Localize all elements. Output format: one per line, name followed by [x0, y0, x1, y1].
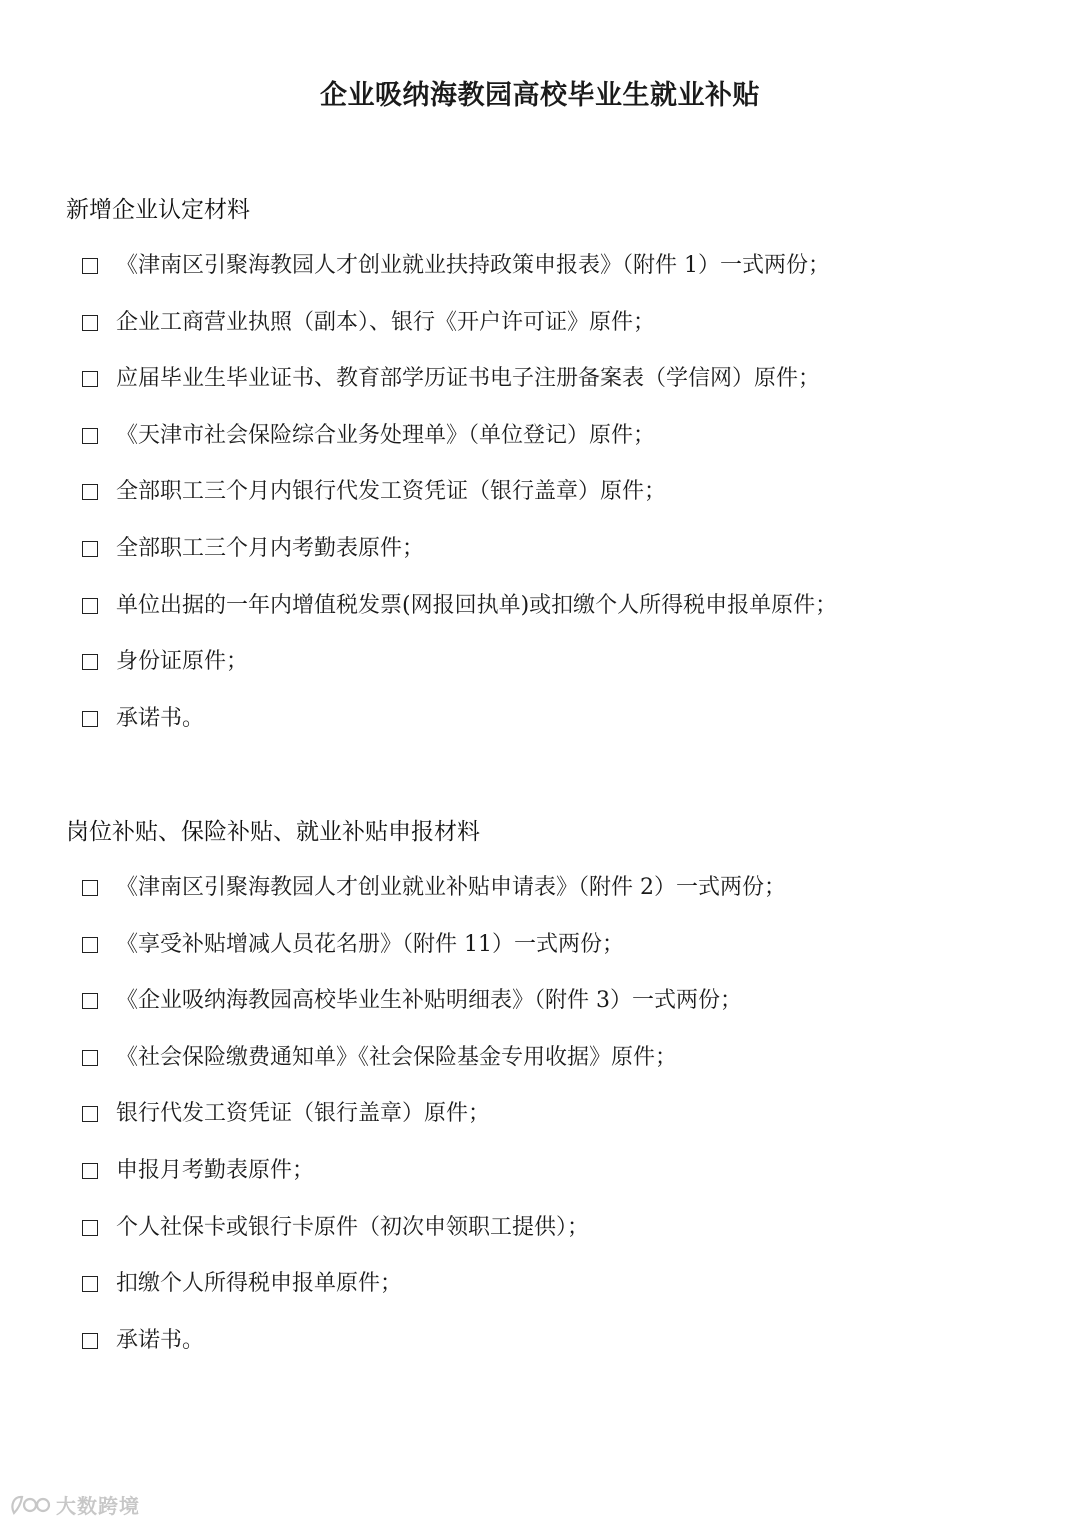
checkbox[interactable] — [82, 371, 98, 387]
checklist-item-text: 《企业吸纳海教园高校毕业生补贴明细表》（附件 3）一式两份； — [116, 988, 742, 1014]
checklist-item — [66, 588, 1026, 624]
checkbox[interactable] — [82, 711, 98, 727]
checkbox[interactable] — [82, 1220, 98, 1236]
checklist-item — [66, 248, 1026, 284]
checklist-item-text: 《津南区引聚海教园人才创业就业补贴申请表》（附件 2）一式两份； — [116, 875, 786, 900]
checklist-item-text: 企业工商营业执照（副本）、银行《开户许可证》原件； — [116, 309, 656, 335]
checkbox[interactable] — [82, 1333, 98, 1349]
checklist-item-text: 申报月考勤表原件； — [116, 1157, 315, 1183]
brand-logo-icon — [8, 1491, 52, 1519]
checklist-item-text: 全部职工三个月内银行代发工资凭证（银行盖章）原件； — [116, 479, 667, 505]
checklist-item-text: 承诺书。 — [116, 705, 205, 731]
checkbox[interactable] — [82, 484, 98, 500]
checkbox[interactable] — [82, 937, 98, 953]
checklist-item — [66, 418, 1026, 454]
page-title: 企业吸纳海教园高校毕业生就业补贴 — [320, 80, 760, 111]
section-subsidy-application-materials — [66, 814, 1026, 1379]
checklist-item — [66, 1153, 1026, 1189]
checklist-item — [66, 1096, 1026, 1132]
checkbox[interactable] — [82, 258, 98, 274]
checklist-item-text: 《天津市社会保险综合业务处理单》（单位登记）原件； — [116, 422, 656, 448]
checkbox[interactable] — [82, 541, 98, 557]
checkbox[interactable] — [82, 315, 98, 331]
checklist-item — [66, 927, 1026, 963]
checklist-item-text: 《社会保险缴费通知单》《社会保险基金专用收据》原件； — [116, 1044, 678, 1070]
checkbox[interactable] — [82, 598, 98, 614]
checkbox[interactable] — [82, 654, 98, 670]
checklist-item — [66, 701, 1026, 737]
checkbox[interactable] — [82, 1106, 98, 1122]
checklist-item — [66, 1040, 1026, 1076]
checkbox[interactable] — [82, 1163, 98, 1179]
checklist-item-text: 身份证原件； — [116, 649, 249, 675]
checklist-item — [66, 1323, 1026, 1359]
checklist-item-text: 应届毕业生毕业证书、教育部学历证书电子注册备案表（学信网）原件； — [116, 366, 821, 392]
checklist-item — [66, 1266, 1026, 1302]
section-new-enterprise-materials — [66, 192, 1026, 757]
checkbox[interactable] — [82, 1276, 98, 1292]
checklist-item-text: 个人社保卡或银行卡原件（初次申领职工提供）； — [116, 1214, 590, 1240]
checklist-item — [66, 361, 1026, 397]
checklist-item — [66, 1210, 1026, 1246]
checkbox[interactable] — [82, 428, 98, 444]
section-heading: 岗位补贴、保险补贴、就业补贴申报材料 — [66, 819, 480, 845]
checklist-item-text: 承诺书。 — [116, 1327, 205, 1353]
checklist-item-text: 《津南区引聚海教园人才创业就业扶持政策申报表》（附件 1）一式两份； — [116, 253, 830, 278]
checklist-item-text: 单位出据的一年内增值税发票(网报回执单)或扣缴个人所得税申报单原件； — [116, 592, 838, 618]
checklist-item-text: 扣缴个人所得税申报单原件； — [116, 1271, 403, 1297]
checklist-item-text: 银行代发工资凭证（银行盖章）原件； — [116, 1101, 491, 1127]
watermark — [8, 1490, 140, 1519]
checklist-item — [66, 474, 1026, 510]
checklist-item-text: 全部职工三个月内考勤表原件； — [116, 535, 425, 561]
checkbox[interactable] — [82, 880, 98, 896]
section-heading: 新增企业认定材料 — [66, 197, 250, 223]
checklist-item — [66, 305, 1026, 341]
checklist-item — [66, 983, 1026, 1019]
checkbox[interactable] — [82, 993, 98, 1009]
checkbox[interactable] — [82, 1050, 98, 1066]
checklist-item — [66, 870, 1026, 906]
checklist-item — [66, 644, 1026, 680]
checklist-item-text: 《享受补贴增减人员花名册》（附件 11）一式两份； — [116, 931, 624, 957]
watermark-text: 大数跨境 — [56, 1494, 140, 1518]
checklist-item — [66, 531, 1026, 567]
